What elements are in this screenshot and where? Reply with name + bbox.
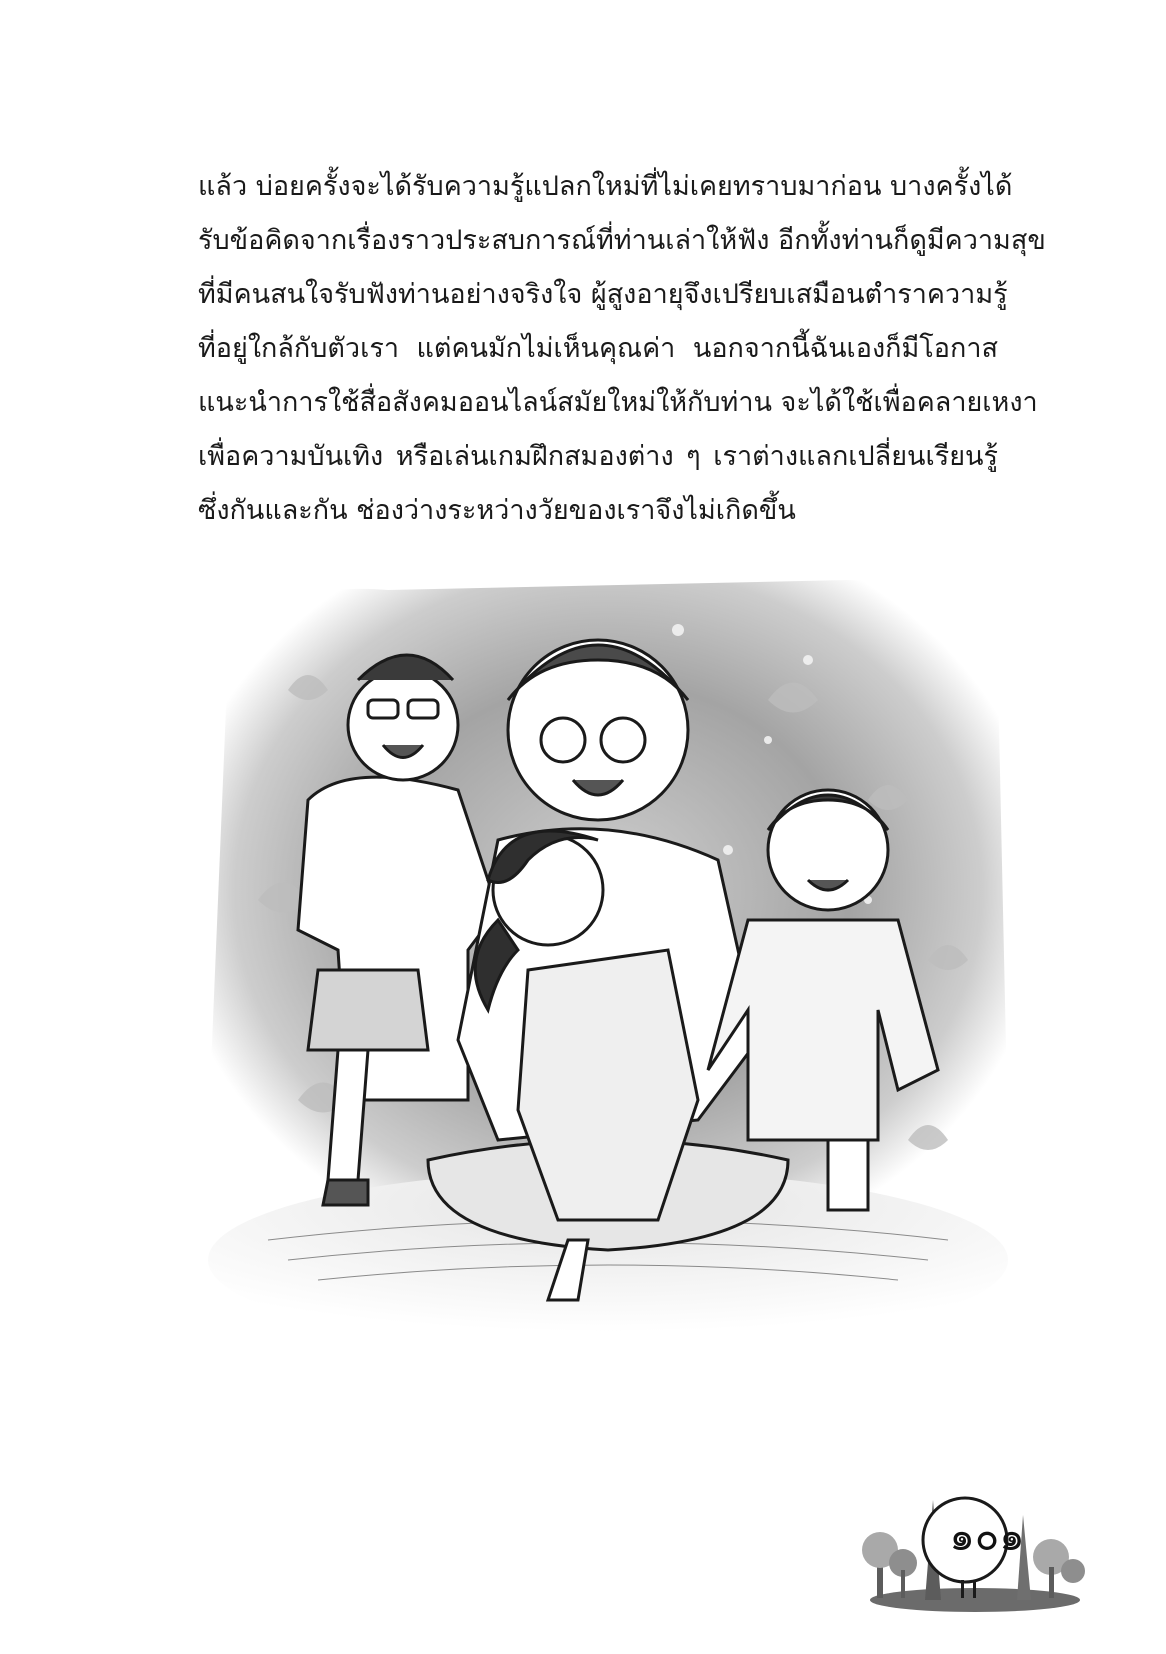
paragraph-line: ที่มีคนสนใจรับฟังท่านอย่างจริงใจ ผู้สูงอายุจึงเปรียบเสมือนตำราความรู้	[198, 279, 1008, 310]
page-number-badge	[855, 1475, 1095, 1615]
paragraph-line: ซึ่งกันและกัน ช่องว่างระหว่างวัยของเราจึงไม่เกิดขึ้น	[198, 495, 796, 526]
paragraph-line: เพื่อความบันเทิง หรือเล่นเกมฝึกสมองต่าง ๆ เราต่างแลกเปลี่ยนเรียนรู้	[198, 441, 998, 472]
paragraph-line: รับข้อคิดจากเรื่องราวประสบการณ์ที่ท่านเล่าให้ฟัง อีกทั้งท่านก็ดูมีความสุข	[198, 225, 1046, 256]
paragraph-line: ที่อยู่ใกล้กับตัวเรา แต่คนมักไม่เห็นคุณค่า นอกจากนี้ฉันเองก็มีโอกาส	[198, 333, 998, 364]
family-illustration	[168, 540, 1048, 1420]
family-illustration-drawing	[168, 540, 1048, 1420]
page-number: ๑๐๑	[949, 1514, 1025, 1560]
paragraph-line: แล้ว บ่อยครั้งจะได้รับความรู้แปลกใหม่ที่ไม่เคยทราบมาก่อน บางครั้งได้	[198, 171, 1013, 202]
body-paragraph	[198, 160, 1046, 538]
paragraph-line: แนะนำการใช้สื่อสังคมออนไลน์สมัยใหม่ให้กับท่าน จะได้ใช้เพื่อคลายเหงา	[198, 387, 1038, 418]
